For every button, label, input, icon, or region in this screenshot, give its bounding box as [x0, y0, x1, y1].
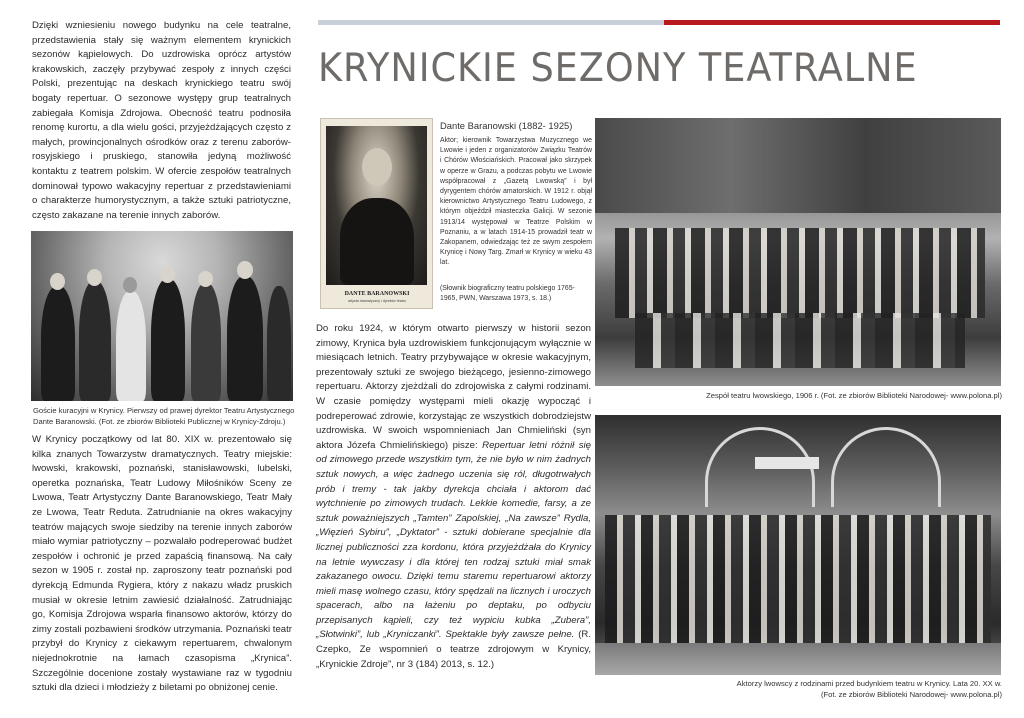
- page-title: KRYNICKIE SEZONY TEATRALNE: [318, 46, 918, 91]
- bio-text: Aktor; kierownik Towarzystwa Muzycznego we Lwowie i jeden z organizatorów Związku Teatrów i Chórów Włościańskich. Pracował jako skrzypek w operze w Grazu, a podczas pobytu we Lwowie współpracował z „Gazetą Lwowską” i był dyrygentem chórów amatorskich. W 1912 r. objął kierownictwo Artystycznego Teatru Ludowego, z którym objeździł miasteczka Galicji. W sezonie 1913/14 występował w Teatrze Polskim w Poznaniu, a w latach 1914-15 prowadził teatr w Zakopanem, odwiedzając też ze swym zespołem Krynicę i Nowy Targ. Zmarł w Krynicy w wieku 43 lat.: [440, 137, 592, 267]
- intro-paragraph: Dzięki wzniesieniu nowego budynku na cele teatralne, przedstawienia stały się ważnym elementem krynickich sezonów kąpielowych. Do uzdrowiska oprócz artystów krakowskich, zaczęły przybywać zespoły z innych części Polski, prezentując na deskach krynickiego teatru swój bogaty repertuar. O sezonowe występy grup teatralnych zabiegała Komisja Zdrojowa. Obecność teatru podnosiła renomę kurortu, a dla wielu gości, przyjeżdżających często z małych, prowincjonalnych ośrodków oraz z terenu zaborów- rosyjskiego i pruskiego, stanowiła jedyną możliwość kontaktu z teatrem polskim. W ofercie zespołów teatralnych dominował typowo wakacyjny repertuar z przedstawieniami o charakterze humorystycznym, a także sztuki patriotyczne, często zakazane na terenie innych zaborów.: [32, 20, 291, 221]
- spa-guests-photo: [31, 231, 293, 401]
- spa-guests-caption: Goście kuracyjni w Krynicy. Pierwszy od prawej dyrektor Teatru Artystycznego Dante Baranowski. (Fot. ze zbiorów Biblioteki Publicznej w Krynicy-Zdroju.): [33, 406, 295, 426]
- portrait-label: DANTE BARANOWSKI: [344, 291, 410, 297]
- lviv-troupe-photo: [595, 118, 1001, 386]
- lviv-actors-caption-line2: (Fot. ze zbiorów Biblioteki Narodowej- www.polona.pl): [820, 690, 1002, 699]
- lviv-troupe-caption: Zespół teatru lwowskiego, 1906 r. (Fot. ze zbiorów Biblioteki Narodowej- www.polona.pl): [706, 391, 1002, 400]
- seasons-paragraph: [316, 322, 591, 672]
- lviv-actors-caption: [595, 678, 1002, 700]
- header-rule-grey: [318, 20, 664, 25]
- lviv-actors-caption-line1: Aktorzy lwowscy z rodzinami przed budynkiem teatru w Krynicy. Lata 20. XX w.: [736, 679, 1002, 688]
- bio-heading: Dante Baranowski (1882- 1925): [440, 120, 573, 131]
- bio-source: (Słownik biograficzny teatru polskiego 1765-1965, PWN, Warszawa 1973, s. 18.): [440, 285, 575, 303]
- seasons-text: Do roku 1924, w którym otwarto pierwszy w historii sezon zimowy, Krynica była uzdrowiskiem funkcjonującym wyłącznie w miesiącach letnich. Teatry przybywające w okresie wakacyjnym, prezentowały sztuki ze swojego bieżącego, jesienno-zimowego repertuaru. Aktorzy zjeżdżali do zdrojowiska z całymi rodzinami. W czasie pomiędzy występami mieli okazję wypocząć i podreperować zdrowie, korzystając ze wszystkich dobrodziejstw uzdrowiska. W swoich wspomnieniach Jan Chmieliński (syn aktora Józefa Chmielińskiego) pisze:: [316, 323, 591, 451]
- header-rule-red: [664, 20, 1000, 25]
- portrait-photo: [326, 126, 427, 285]
- baranowski-portrait: [320, 118, 433, 309]
- portrait-sublabel: artysta dramatyczny i dyrektor teatru: [347, 299, 407, 303]
- lviv-actors-photo: [595, 415, 1001, 675]
- theatres-paragraph: W Krynicy początkowy od lat 80. XIX w. prezentowało się kilka znanych Towarzystw dramatycznych. Teatry miejskie: lwowski, krakowski, poznański, stanisławowski, lubelski, operetka poznańska, Teatr Ludowy Miłośników Sceny ze Lwowa, Teatr Artystyczny Dante Baranowskiego, Teatr Mały ze Lwowa, Teatr Reduta. Zatrudnianie na okres wakacyjny teatrów mających swoje siedziby na terenie innych zaborów miało wymiar patriotyczny – pozwalało podreperować budżet zespołów i ochronić je przed zapaścią finansową. Na cały sezon w 1905 r. został np. zaproszony teatr poznański pod dyrekcją Edmunda Rygiera, który z nakazu władz pruskich musiał w okresie letnim zawiesić działalność. Zatrudniając go, Komisja Zdrojowa wsparła finansowo aktorów, którzy do zimy zostali pozbawieni środków utrzymania. Poznański teatr przybył do Krynicy z ciekawym repertuarem, chwalonym niejednokrotnie na łamach czasopisma „Krynica”. Szczególnie docenione zostały wystawiane raz w tygodniu sztuki dla dzieci i młodzieży z biletami po obniżonej cenie.: [32, 434, 292, 694]
- chmielinski-quote: Repertuar letni różnił się od zimowego przede wszystkim tym, że nie było w nim żadnych sztuk nowych, a więc żadnego uczenia się ról, długotrwałych prób i tremy - tak jakby dyrekcja chciała i aktorom dać wytchnienie po zimowych trudach. Lekkie komedie, farsy, a ze sztuk poważniejszych „Tamten” Zapolskiej, „Na zawsze” Rydla, „Więzień Sybiru”, „Dyktator” - sztuki dobierane specjalnie dla licznej publiczności zza kordonu, która przyjeżdżała do Krynicy na letnie wywczasy i dla której ten rodzaj sztuki miał smak zakazanego owocu. Dzięki temu staremu repertuarowi aktorzy mieli masę wolnego czasu, który spędzali na licznych i uroczych spacerach, albo na łażeniu po deptaku, po odbyciu przepisanych kąpieli, czy też wypiciu kubka „Zubera”, „Słotwinki”, lub „Kryniczanki”. Spektakle były zawsze pełne.: [316, 439, 591, 641]
- quote-source: (R. Czepko, Ze wspomnień o teatrze zdrojowym w Krynicy, „Krynickie Zdroje”, nr 3 (184) 2013, s. 12.): [316, 629, 591, 670]
